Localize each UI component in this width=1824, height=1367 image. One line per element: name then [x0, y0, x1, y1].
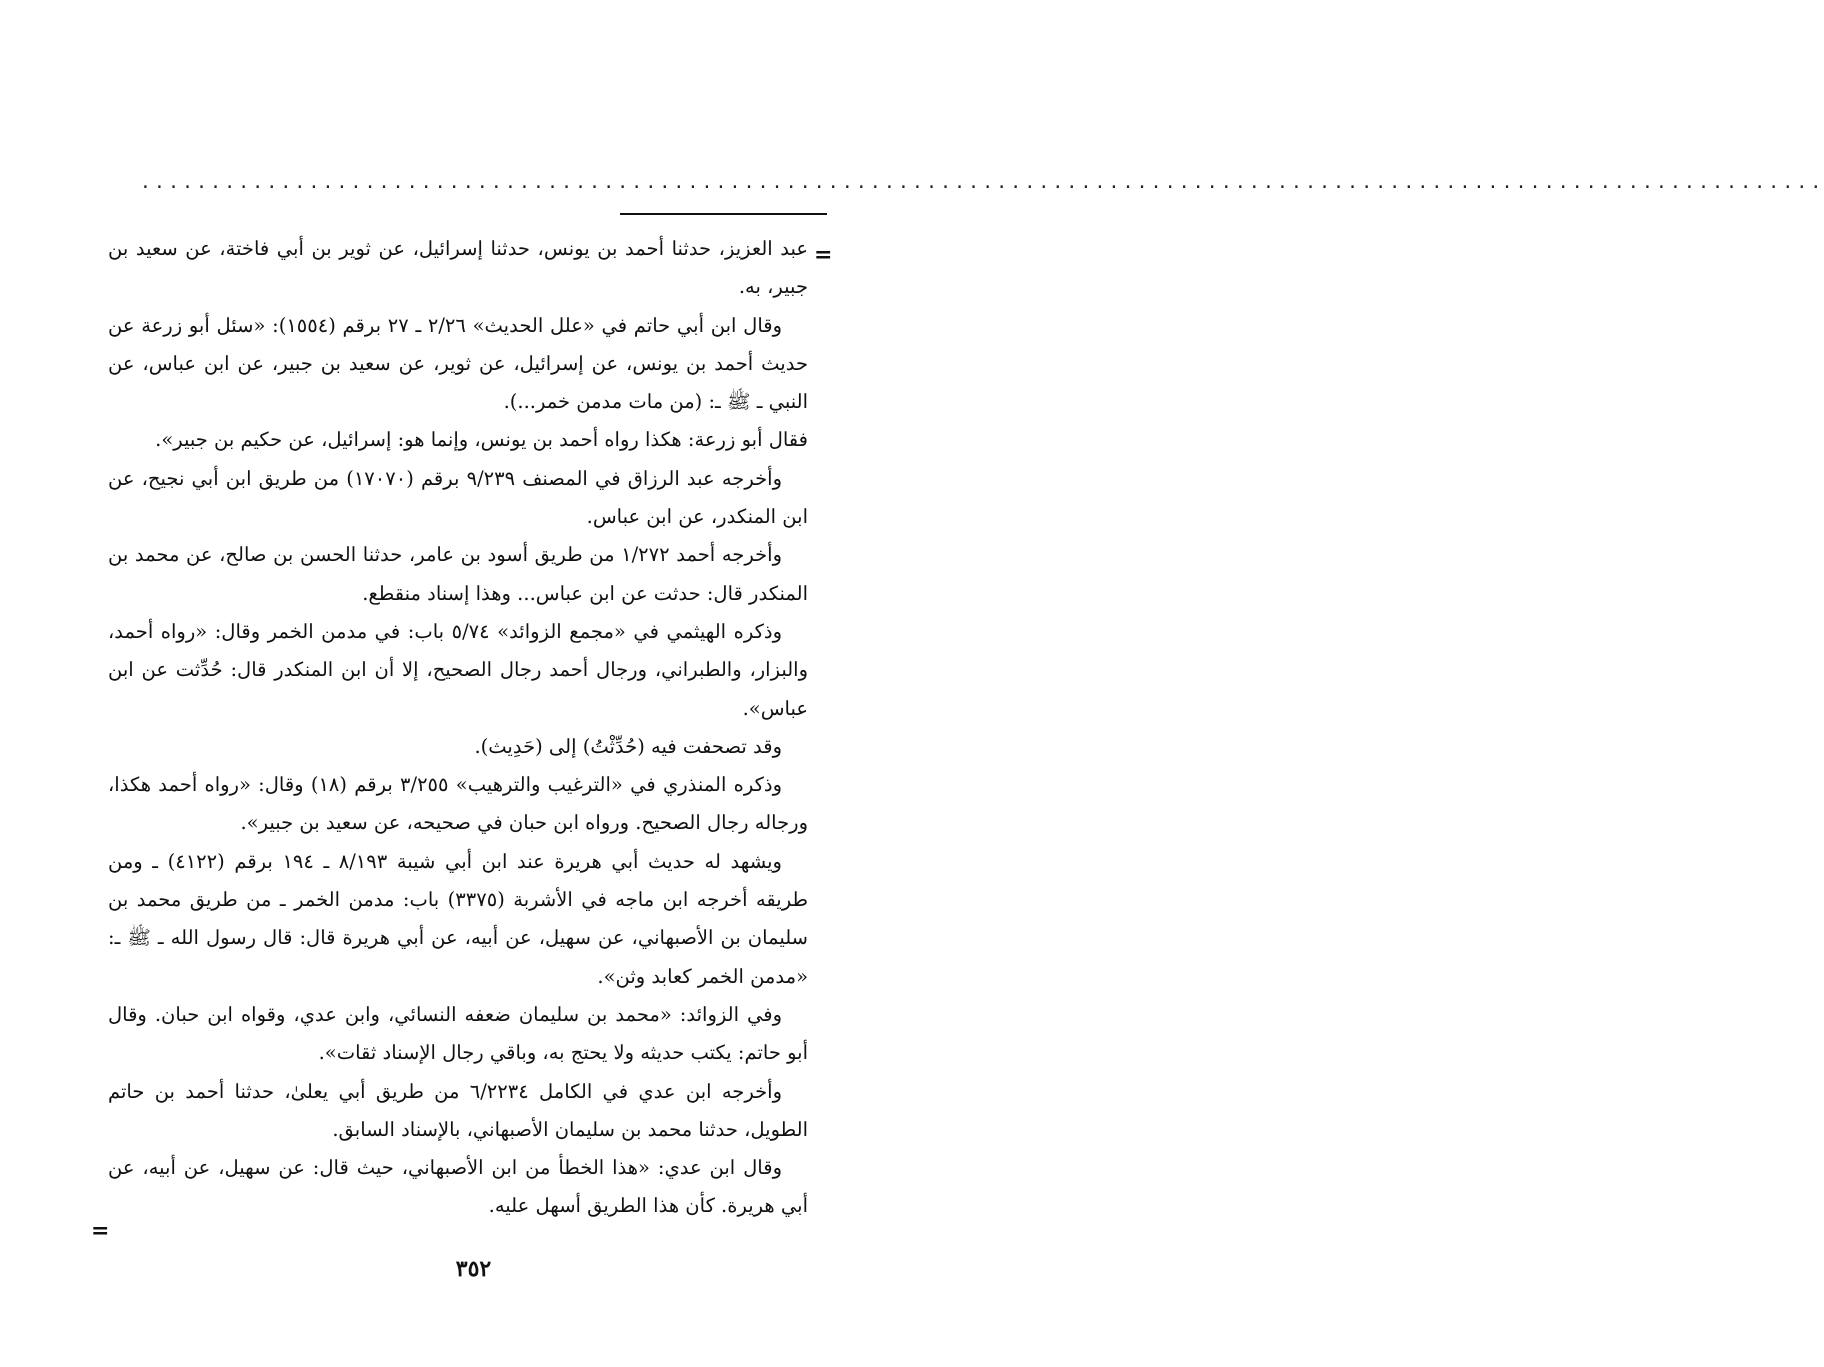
paragraph: وقال ابن أبي حاتم في «علل الحديث» ٢/٢٦ ـ ٢٧ برقم (١٥٥٤): «سئل أبو زرعة عن حديث أحمد بن يونس، عن إسرائيل، عن ثوير، عن سعيد بن جبير، عن ابن عباس، عن النبي ـ ﷺ ـ: (من مات مدمن خمر...). — [108, 313, 808, 414]
paragraph: وقد تصحفت فيه (حُدِّثْتُ) إلى (حَدِيث). — [474, 734, 782, 758]
paragraph: ويشهد له حديث أبي هريرة عند ابن أبي شيبة ٨/١٩٣ ـ ١٩٤ برقم (٤١٢٢) ـ ومن طريقه أخرجه ابن ماجه في الأشربة (٣٣٧٥) باب: مدمن الخمر ـ من طريق محمد بن سليمان بن الأصبهاني، عن سهيل، عن أبيه، عن أبي هريرة قال: قال رسول الله ـ ﷺ ـ: «مدمن الخمر كعابد وثن». — [108, 849, 808, 988]
paragraph: وقال ابن عدي: «هذا الخطأ من ابن الأصبهاني، حيث قال: عن سهيل، عن أبيه، عن أبي هريرة. كأن هذا الطريق أسهل عليه. — [108, 1156, 808, 1218]
paragraph: وذكره المنذري في «الترغيب والترهيب» ٣/٢٥٥ برقم (١٨) وقال: «رواه أحمد هكذا، ورجاله رجال الصحيح. ورواه ابن حبان في صحيحه، عن سعيد بن جبير». — [108, 773, 808, 835]
paragraph: وأخرجه عبد الرزاق في المصنف ٩/٢٣٩ برقم (١٧٠٧٠) من طريق ابن أبي نجيح، عن ابن المنكدر، عن ابن عباس. — [108, 466, 808, 529]
paragraph: فقال أبو زرعة: هكذا رواه أحمد بن يونس، وإنما هو: إسرائيل، عن حكيم بن جبير». — [155, 428, 808, 452]
paragraph: وأخرجه ابن عدي في الكامل ٦/٢٢٣٤ من طريق أبي يعلىٰ، حدثنا أحمد بن حاتم الطويل، حدثنا محمد بن سليمان الأصبهاني، بالإسناد السابق. — [108, 1079, 808, 1141]
dotted-separator: ........................................................................................................................ — [140, 172, 1824, 193]
footnote-text — [108, 230, 808, 1226]
continuation-marker-top: = — [814, 242, 833, 268]
continuation-marker-bottom: = — [91, 1218, 110, 1244]
paragraph: عبد العزيز، حدثنا أحمد بن يونس، حدثنا إسرائيل، عن ثوير بن أبي فاختة، عن سعيد بن جبير، به. — [108, 237, 808, 299]
paragraph: وذكره الهيثمي في «مجمع الزوائد» ٥/٧٤ باب: في مدمن الخمر وقال: «رواه أحمد، والبزار، والطبراني، ورجال أحمد رجال الصحيح، إلا أن ابن المنكدر قال: حُدِّثت عن ابن عباس». — [108, 619, 808, 720]
footnote-rule — [620, 213, 827, 215]
paragraph: وفي الزوائد: «محمد بن سليمان ضعفه النسائي، وابن عدي، وقواه ابن حبان. وقال أبو حاتم: يكتب حديثه ولا يحتج به، وباقي رجال الإسناد ثقات». — [108, 1002, 808, 1065]
paragraph: وأخرجه أحمد ١/٢٧٢ من طريق أسود بن عامر، حدثنا الحسن بن صالح، عن محمد بن المنكدر قال: حدثت عن ابن عباس... وهذا إسناد منقطع. — [108, 543, 808, 605]
page-number: ٣٥٢ — [455, 1256, 492, 1282]
